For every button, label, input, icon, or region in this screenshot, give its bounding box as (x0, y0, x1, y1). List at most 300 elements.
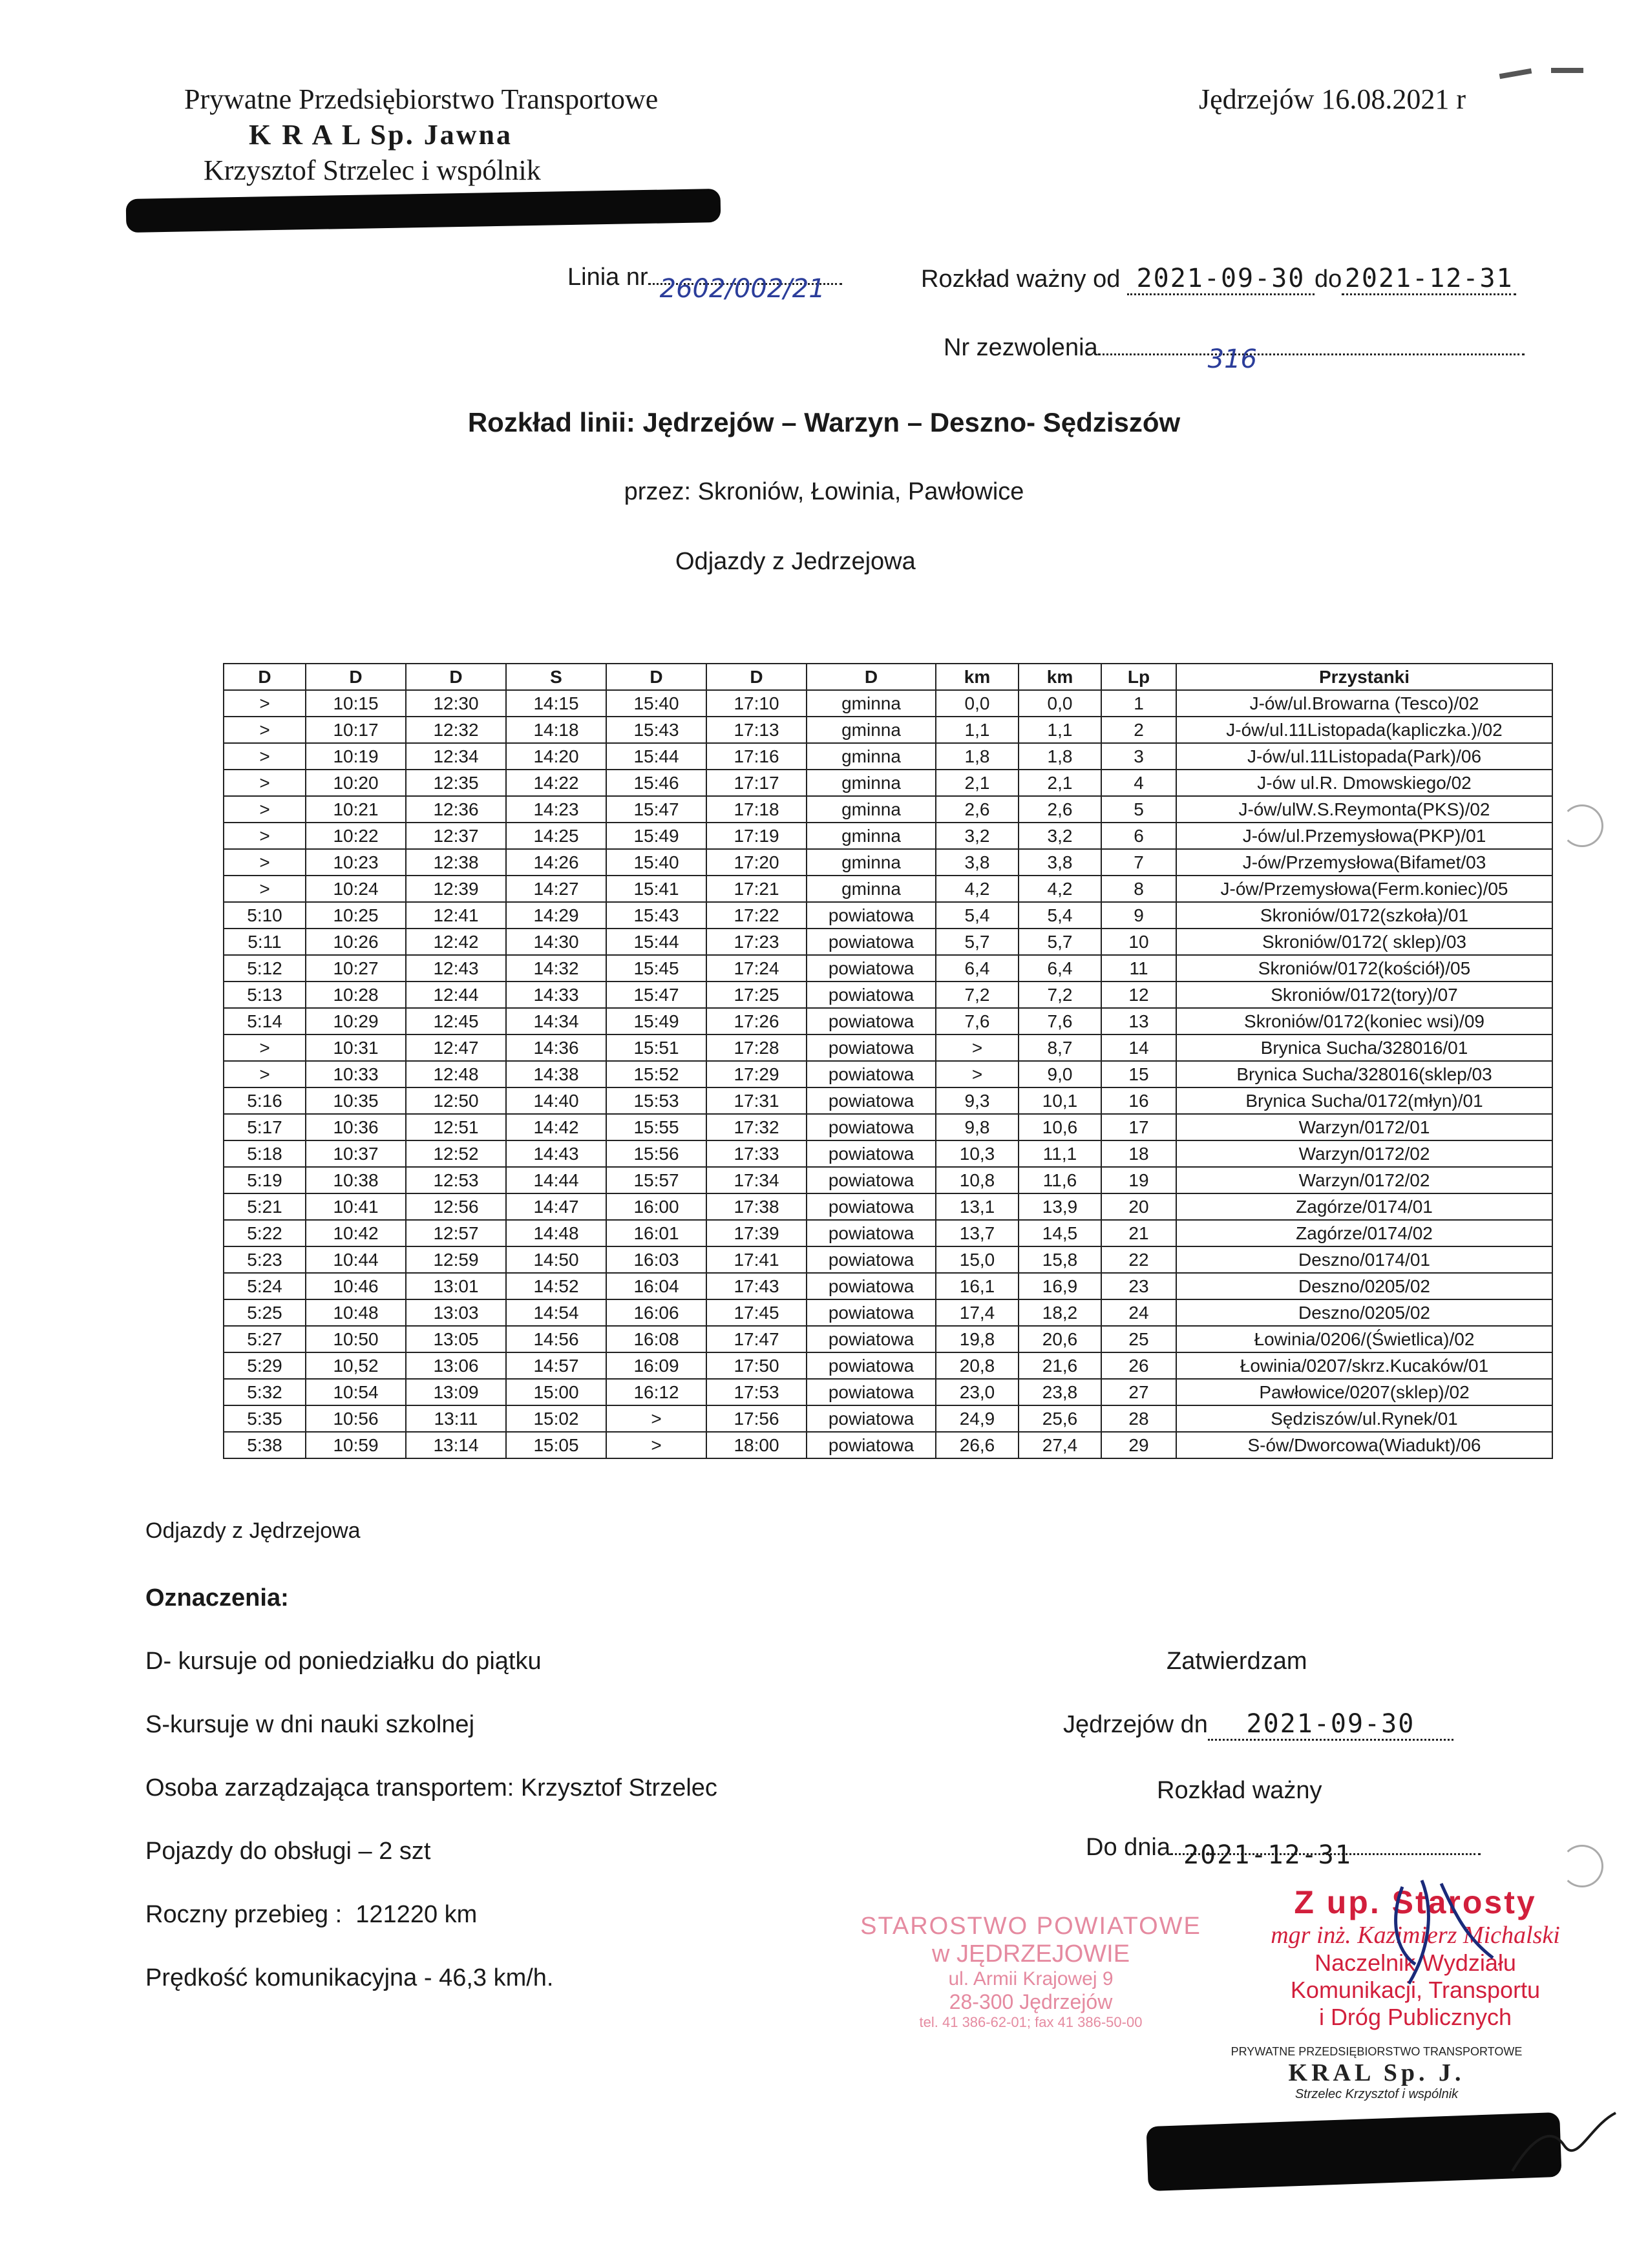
signature-company (1506, 2100, 1622, 2184)
table-cell: 5:23 (224, 1246, 306, 1273)
table-row (224, 717, 1552, 743)
table-cell: 10,3 (936, 1140, 1019, 1167)
company-stamp-line: Strzelec Krzysztof i wspólnik (1294, 2087, 1459, 2101)
table-cell: 17:45 (706, 1299, 807, 1326)
table-cell: 5:14 (224, 1008, 306, 1034)
approve-date-row (1063, 1709, 1453, 1741)
table-cell: 21,6 (1019, 1352, 1101, 1379)
table-cell: 16,9 (1019, 1273, 1101, 1299)
table-cell: 3,2 (936, 823, 1019, 849)
table-cell: 16:06 (606, 1299, 706, 1326)
table-cell: 17:22 (706, 902, 807, 929)
table-cell: 18:00 (706, 1432, 807, 1458)
table-row (224, 1379, 1552, 1405)
stop-name-cell: Skroniów/0172( sklep)/03 (1176, 929, 1552, 955)
timetable-body (224, 690, 1552, 1458)
table-cell: 13 (1101, 1008, 1176, 1034)
stop-name-cell: Brynica Sucha/328016(sklep/03 (1176, 1061, 1552, 1087)
table-cell: 12:52 (406, 1140, 506, 1167)
table-cell: 15:57 (606, 1167, 706, 1193)
table-cell: 5:32 (224, 1379, 306, 1405)
table-cell: > (224, 743, 306, 770)
table-cell: 15:05 (506, 1432, 606, 1458)
table-cell: 10:26 (306, 929, 406, 955)
table-cell: 20 (1101, 1193, 1176, 1220)
table-cell: 17:23 (706, 929, 807, 955)
table-cell: 17:19 (706, 823, 807, 849)
table-cell: 15:43 (606, 717, 706, 743)
permit-label: Nr zezwolenia (944, 334, 1098, 361)
table-cell: 14,5 (1019, 1220, 1101, 1246)
table-row (224, 1246, 1552, 1273)
table-cell: powiatowa (807, 1352, 936, 1379)
table-row (224, 1299, 1552, 1326)
table-cell: 1,1 (1019, 717, 1101, 743)
table-cell: 27,4 (1019, 1432, 1101, 1458)
office-stamp-line: tel. 41 386-62-01; fax 41 386-50-00 (919, 2014, 1143, 2030)
table-cell: 12:32 (406, 717, 506, 743)
table-cell: 8 (1101, 876, 1176, 902)
table-cell: 12:57 (406, 1220, 506, 1246)
stop-name-cell: Zagórze/0174/01 (1176, 1193, 1552, 1220)
table-cell: 14:40 (506, 1087, 606, 1114)
table-cell: 15:53 (606, 1087, 706, 1114)
table-cell: 10:21 (306, 796, 406, 823)
table-cell: 2 (1101, 717, 1176, 743)
table-cell: 10:35 (306, 1087, 406, 1114)
table-cell: 28 (1101, 1405, 1176, 1432)
table-cell: 10:36 (306, 1114, 406, 1140)
table-cell: gminna (807, 823, 936, 849)
table-cell: 10:27 (306, 955, 406, 982)
table-cell: powiatowa (807, 982, 936, 1008)
starost-stamp-line: i Dróg Publicznych (1318, 2004, 1512, 2030)
table-cell: 22 (1101, 1246, 1176, 1273)
table-cell: 11 (1101, 955, 1176, 982)
table-cell: 10:33 (306, 1061, 406, 1087)
table-cell: 10:44 (306, 1246, 406, 1273)
table-cell: gminna (807, 876, 936, 902)
table-cell: 15:46 (606, 770, 706, 796)
table-cell: 17:50 (706, 1352, 807, 1379)
table-cell: 10,8 (936, 1167, 1019, 1193)
valid-from-date: 2021-09-30 (1136, 264, 1305, 293)
table-cell: 11,6 (1019, 1167, 1101, 1193)
table-cell: powiatowa (807, 1034, 936, 1061)
company-name-line1: Prywatne Przedsiębiorstwo Transportowe (184, 83, 659, 115)
table-cell: 12:53 (406, 1167, 506, 1193)
table-cell: 1 (1101, 690, 1176, 717)
table-row (224, 929, 1552, 955)
approve-place-label: Jędrzejów dn (1063, 1711, 1208, 1738)
table-cell: 1,8 (1019, 743, 1101, 770)
table-cell: 14:20 (506, 743, 606, 770)
table-cell: 12:39 (406, 876, 506, 902)
table-cell: 15:44 (606, 743, 706, 770)
timetable-header-row (224, 664, 1552, 690)
table-cell: 13:14 (406, 1432, 506, 1458)
table-cell: 12:51 (406, 1114, 506, 1140)
stop-name-cell: Skroniów/0172(koniec wsi)/09 (1176, 1008, 1552, 1034)
table-cell: 12:59 (406, 1246, 506, 1273)
table-row (224, 1087, 1552, 1114)
table-cell: > (224, 796, 306, 823)
table-cell: 15:49 (606, 823, 706, 849)
table-cell: 19 (1101, 1167, 1176, 1193)
table-cell: > (224, 1034, 306, 1061)
stop-name-cell: J-ów/ul.11Listopada(kapliczka.)/02 (1176, 717, 1552, 743)
table-cell: 29 (1101, 1432, 1176, 1458)
table-cell: 4,2 (1019, 876, 1101, 902)
table-cell: 12:36 (406, 796, 506, 823)
stop-name-cell: Łowinia/0207/skrz.Kucaków/01 (1176, 1352, 1552, 1379)
table-row (224, 902, 1552, 929)
table-cell: 5:16 (224, 1087, 306, 1114)
table-cell: 14:50 (506, 1246, 606, 1273)
scan-mark (1499, 68, 1532, 79)
table-cell: 17:39 (706, 1220, 807, 1246)
table-cell: 14:18 (506, 717, 606, 743)
table-cell: 12:37 (406, 823, 506, 849)
table-cell: 5:25 (224, 1299, 306, 1326)
table-cell: 1,8 (936, 743, 1019, 770)
table-cell: 17:16 (706, 743, 807, 770)
table-cell: 5,7 (936, 929, 1019, 955)
until-label: Do dnia (1086, 1834, 1170, 1861)
table-cell: 10:23 (306, 849, 406, 876)
company-stamp (1189, 2045, 1564, 2102)
table-cell: 10:20 (306, 770, 406, 796)
column-header: km (1019, 664, 1101, 690)
table-cell: 1,1 (936, 717, 1019, 743)
company-name-line2: K R A L Sp. Jawna (249, 119, 513, 151)
line-number-label: Linia nr (567, 264, 648, 291)
table-cell: 13:06 (406, 1352, 506, 1379)
redaction-bar-top (126, 189, 721, 233)
table-cell: > (224, 717, 306, 743)
table-cell: 12:35 (406, 770, 506, 796)
table-row (224, 1167, 1552, 1193)
office-stamp (840, 1913, 1221, 2031)
table-cell: powiatowa (807, 1379, 936, 1405)
table-cell: powiatowa (807, 1193, 936, 1220)
table-cell: 14:27 (506, 876, 606, 902)
table-cell: 6,4 (1019, 955, 1101, 982)
office-stamp-line: ul. Armii Krajowej 9 (948, 1968, 1114, 1990)
table-cell: 10:38 (306, 1167, 406, 1193)
table-cell: 15:51 (606, 1034, 706, 1061)
table-cell: 23,8 (1019, 1379, 1101, 1405)
stop-name-cell: Łowinia/0206/(Świetlica)/02 (1176, 1326, 1552, 1352)
table-cell: 2,6 (1019, 796, 1101, 823)
table-cell: 12:50 (406, 1087, 506, 1114)
table-cell: powiatowa (807, 1114, 936, 1140)
table-cell: > (224, 1061, 306, 1087)
table-cell: 14:15 (506, 690, 606, 717)
table-cell: 17:43 (706, 1273, 807, 1299)
table-cell: 9,8 (936, 1114, 1019, 1140)
notes-heading: Oznaczenia: (145, 1584, 289, 1612)
company-stamp-line: KRAL Sp. J. (1288, 2059, 1465, 2086)
table-cell: 5:21 (224, 1193, 306, 1220)
table-cell: 4,2 (936, 876, 1019, 902)
table-cell: 10:15 (306, 690, 406, 717)
table-row (224, 1220, 1552, 1246)
stop-name-cell: Zagórze/0174/02 (1176, 1220, 1552, 1246)
office-stamp-line: 28-300 Jędrzejów (949, 1990, 1113, 2013)
table-cell: 10:54 (306, 1379, 406, 1405)
table-cell: 10:48 (306, 1299, 406, 1326)
table-cell: 5:24 (224, 1273, 306, 1299)
table-cell: 12:45 (406, 1008, 506, 1034)
table-cell: 15:52 (606, 1061, 706, 1087)
table-cell: 17:26 (706, 1008, 807, 1034)
table-cell: powiatowa (807, 1432, 936, 1458)
table-cell: 17:38 (706, 1193, 807, 1220)
table-cell: 16:01 (606, 1220, 706, 1246)
table-cell: 3,8 (1019, 849, 1101, 876)
table-cell: 17:56 (706, 1405, 807, 1432)
table-row (224, 1114, 1552, 1140)
table-cell: 17:20 (706, 849, 807, 876)
table-cell: 5 (1101, 796, 1176, 823)
stop-name-cell: J-ów/ulW.S.Reymonta(PKS)/02 (1176, 796, 1552, 823)
table-cell: 10:25 (306, 902, 406, 929)
table-cell: 12:43 (406, 955, 506, 982)
table-cell: gminna (807, 849, 936, 876)
table-cell: 17:10 (706, 690, 807, 717)
table-row (224, 743, 1552, 770)
table-cell: 15:41 (606, 876, 706, 902)
table-cell: 10:50 (306, 1326, 406, 1352)
table-cell: 5:18 (224, 1140, 306, 1167)
table-cell: 3,8 (936, 849, 1019, 876)
note-s: S-kursuje w dni nauki szkolnej (145, 1711, 475, 1738)
table-cell: 5:12 (224, 955, 306, 982)
table-cell: 14:38 (506, 1061, 606, 1087)
table-cell: 18,2 (1019, 1299, 1101, 1326)
table-row (224, 1352, 1552, 1379)
stop-name-cell: J-ów/Przemysłowa(Bifamet/03 (1176, 849, 1552, 876)
table-cell: 12:44 (406, 982, 506, 1008)
table-cell: 16:09 (606, 1352, 706, 1379)
table-cell: 12:41 (406, 902, 506, 929)
table-cell: 17:53 (706, 1379, 807, 1405)
stop-name-cell: Brynica Sucha/328016/01 (1176, 1034, 1552, 1061)
table-row (224, 1140, 1552, 1167)
approve-date: 2021-09-30 (1246, 1709, 1415, 1739)
table-cell: 12:56 (406, 1193, 506, 1220)
table-cell: 18 (1101, 1140, 1176, 1167)
stop-name-cell: Brynica Sucha/0172(młyn)/01 (1176, 1087, 1552, 1114)
table-cell: 10:41 (306, 1193, 406, 1220)
table-cell: 17:28 (706, 1034, 807, 1061)
table-cell: 14:29 (506, 902, 606, 929)
table-cell: powiatowa (807, 1220, 936, 1246)
table-cell: 12:48 (406, 1061, 506, 1087)
table-cell: 14:48 (506, 1220, 606, 1246)
table-cell: 14 (1101, 1034, 1176, 1061)
table-cell: 20,6 (1019, 1326, 1101, 1352)
route-via: przez: Skroniów, Łowinia, Pawłowice (624, 478, 1024, 505)
table-cell: 16:00 (606, 1193, 706, 1220)
table-cell: 14:36 (506, 1034, 606, 1061)
table-cell: powiatowa (807, 1326, 936, 1352)
table-cell: 17:32 (706, 1114, 807, 1140)
table-cell: 14:30 (506, 929, 606, 955)
valid-to-date: 2021-12-31 (1344, 264, 1514, 293)
table-cell: 2,6 (936, 796, 1019, 823)
table-cell: 5:22 (224, 1220, 306, 1246)
table-cell: 5:35 (224, 1405, 306, 1432)
stop-name-cell: J-ów/ul.Przemysłowa(PKP)/01 (1176, 823, 1552, 849)
table-cell: 21 (1101, 1220, 1176, 1246)
column-header: D (706, 664, 807, 690)
table-cell: 15:02 (506, 1405, 606, 1432)
table-cell: 10:24 (306, 876, 406, 902)
table-cell: 15,0 (936, 1246, 1019, 1273)
table-cell: 16:03 (606, 1246, 706, 1273)
stop-name-cell: Warzyn/0172/02 (1176, 1140, 1552, 1167)
table-cell: 23,0 (936, 1379, 1019, 1405)
table-cell: 17:17 (706, 770, 807, 796)
table-cell: 6 (1101, 823, 1176, 849)
table-row (224, 1273, 1552, 1299)
table-cell: 10,6 (1019, 1114, 1101, 1140)
table-cell: 17:31 (706, 1087, 807, 1114)
table-cell: 5:27 (224, 1326, 306, 1352)
table-cell: powiatowa (807, 902, 936, 929)
table-cell: 10:59 (306, 1432, 406, 1458)
table-cell: powiatowa (807, 1246, 936, 1273)
stop-name-cell: Sędziszów/ul.Rynek/01 (1176, 1405, 1552, 1432)
redaction-bar-bottom (1146, 2112, 1561, 2191)
stop-name-cell: Deszno/0205/02 (1176, 1299, 1552, 1326)
table-cell: 14:22 (506, 770, 606, 796)
table-cell: 17:13 (706, 717, 807, 743)
table-cell: 17:29 (706, 1061, 807, 1087)
office-stamp-line: w JĘDRZEJOWIE (931, 1940, 1130, 1968)
table-cell: 4 (1101, 770, 1176, 796)
table-cell: > (606, 1405, 706, 1432)
table-cell: gminna (807, 796, 936, 823)
column-header: Lp (1101, 664, 1176, 690)
table-row (224, 1061, 1552, 1087)
table-cell: 15:00 (506, 1379, 606, 1405)
page-title: Rozkład linii: Jędrzejów – Warzyn – Deszno- Sędziszów (467, 407, 1181, 437)
table-cell: powiatowa (807, 1140, 936, 1167)
table-cell: 16:08 (606, 1326, 706, 1352)
table-cell: > (224, 823, 306, 849)
table-cell: 7,2 (1019, 982, 1101, 1008)
table-cell: 10:19 (306, 743, 406, 770)
note-d: D- kursuje od poniedziałku do piątku (145, 1648, 542, 1675)
table-cell: 3 (1101, 743, 1176, 770)
table-cell: 12:38 (406, 849, 506, 876)
table-cell: 17:24 (706, 955, 807, 982)
table-cell: 24,9 (936, 1405, 1019, 1432)
table-cell: 10:42 (306, 1220, 406, 1246)
table-cell: 7,6 (936, 1008, 1019, 1034)
table-cell: 5,7 (1019, 929, 1101, 955)
stop-name-cell: J-ów/ul.Browarna (Tesco)/02 (1176, 690, 1552, 717)
table-cell: powiatowa (807, 1087, 936, 1114)
valid-from-label: Rozkład ważny od (921, 266, 1121, 293)
table-cell: 20,8 (936, 1352, 1019, 1379)
note-speed: Prędkość komunikacyjna - 46,3 km/h. (145, 1964, 554, 1991)
table-cell: 5,4 (936, 902, 1019, 929)
table-cell: > (224, 770, 306, 796)
table-cell: powiatowa (807, 929, 936, 955)
table-cell: 16,1 (936, 1273, 1019, 1299)
table-cell: 10:31 (306, 1034, 406, 1061)
table-cell: > (606, 1432, 706, 1458)
table-cell: 17:41 (706, 1246, 807, 1273)
stop-name-cell: Deszno/0205/02 (1176, 1273, 1552, 1299)
permit-value: 316 (1207, 344, 1258, 374)
table-cell: 5:13 (224, 982, 306, 1008)
table-cell: 9 (1101, 902, 1176, 929)
table-cell: 15:56 (606, 1140, 706, 1167)
stop-name-cell: J-ów/Przemysłowa(Ferm.koniec)/05 (1176, 876, 1552, 902)
table-cell: powiatowa (807, 1405, 936, 1432)
table-cell: 17:47 (706, 1326, 807, 1352)
table-cell: 14:26 (506, 849, 606, 876)
note-manager: Osoba zarządzająca transportem: Krzysztof Strzelec (145, 1774, 717, 1801)
table-cell: 12:47 (406, 1034, 506, 1061)
column-header: D (606, 664, 706, 690)
table-cell: > (224, 876, 306, 902)
permit-row (944, 334, 1525, 374)
table-cell: 14:47 (506, 1193, 606, 1220)
table-row (224, 770, 1552, 796)
table-cell: 5:10 (224, 902, 306, 929)
office-stamp-line: STAROSTWO POWIATOWE (860, 1913, 1201, 1940)
table-cell: 17:25 (706, 982, 807, 1008)
table-cell: 17 (1101, 1114, 1176, 1140)
column-header: km (936, 664, 1019, 690)
table-cell: powiatowa (807, 955, 936, 982)
table-cell: 0,0 (936, 690, 1019, 717)
table-row (224, 1405, 1552, 1432)
table-cell: 9,0 (1019, 1061, 1101, 1087)
stop-name-cell: Deszno/0174/01 (1176, 1246, 1552, 1273)
table-cell: 14:23 (506, 796, 606, 823)
table-cell: 17,4 (936, 1299, 1019, 1326)
table-cell: 13,7 (936, 1220, 1019, 1246)
table-cell: 2,1 (936, 770, 1019, 796)
table-cell: 14:54 (506, 1299, 606, 1326)
table-cell: 12:30 (406, 690, 506, 717)
table-cell: 15:47 (606, 796, 706, 823)
stop-name-cell: S-ów/Dworcowa(Wiadukt)/06 (1176, 1432, 1552, 1458)
company-stamp-line: PRYWATNE PRZEDSIĘBIORSTWO TRANSPORTOWE (1231, 2045, 1523, 2058)
table-cell: 16:12 (606, 1379, 706, 1405)
starost-stamp-line: Naczelnik Wydziału (1315, 1949, 1516, 1976)
table-cell: powiatowa (807, 1299, 936, 1326)
table-cell: 10,52 (306, 1352, 406, 1379)
table-cell: > (936, 1061, 1019, 1087)
table-cell: > (224, 690, 306, 717)
table-cell: 15:40 (606, 849, 706, 876)
table-cell: 7,6 (1019, 1008, 1101, 1034)
table-cell: gminna (807, 743, 936, 770)
stop-name-cell: Skroniów/0172(tory)/07 (1176, 982, 1552, 1008)
table-cell: 10:46 (306, 1273, 406, 1299)
line-number-value: 2602/002/21 (659, 274, 825, 304)
table-cell: 15:49 (606, 1008, 706, 1034)
table-cell: powiatowa (807, 1061, 936, 1087)
